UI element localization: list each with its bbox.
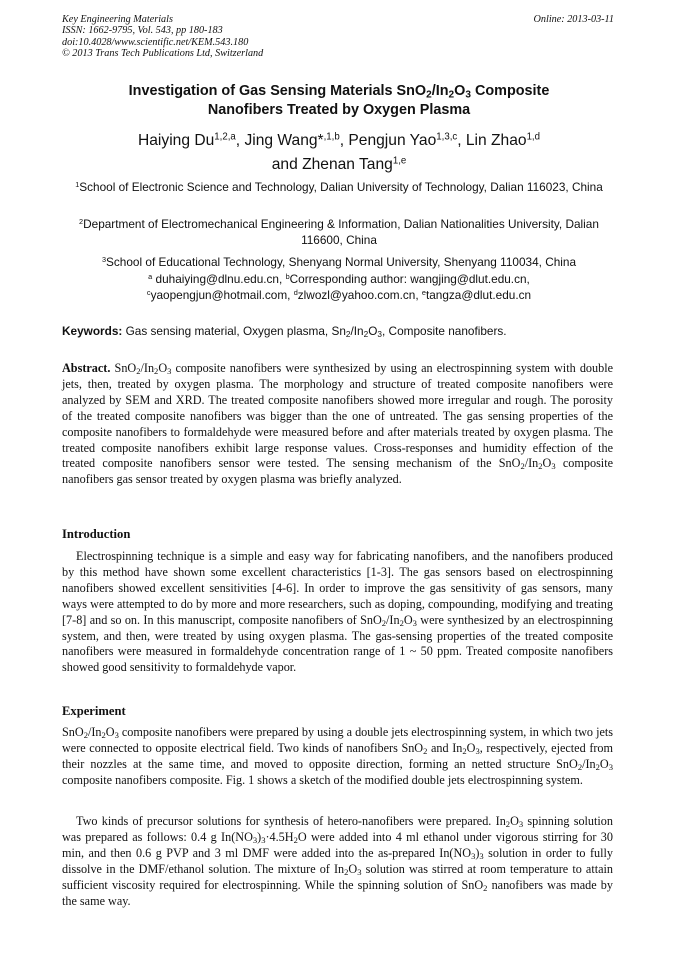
- issn-line: ISSN: 1662-9795, Vol. 543, pp 180-183: [62, 25, 223, 37]
- experiment-paragraph-1: $SnO_2/In_2O_3$ composite nanofibers were prepared by using a double jets electrospinning system, in which two jets were connected to opposite electrical field. Two kinds of nanofibers SnO$_2$ and $In_2O_3$, respectively, ejected from their nozzles at the same time, and moved to opposite direction, forming an netted structure $SnO_2/In_2O_3$ composite nanofibers composite. Fig. 1 shows a sketch of the modified double jets electrospinning system.: [62, 725, 614, 787]
- experiment-heading: Experiment: [62, 704, 126, 718]
- affiliation-2: $^2$Department of Electromechanical Engineering & Information, Dalian Nationalities University, Dalian 116600, China: [79, 216, 599, 247]
- author-name: Jing Wang*: [244, 132, 324, 149]
- title-line-2: Nanofibers Treated by Oxygen Plasma: [207, 101, 471, 118]
- author-line-2: and Zhenan Tang$^{1,e}$: [271, 155, 407, 173]
- experiment-paragraph-2: Two kinds of precursor solutions for synthesis of hetero-nanofibers were prepared. $In_2O_3$ spinning solution was prepared as follows: 0.4 g $In(NO_3)_3\cdot 4.5H_2O$ were added into 4 ml ethanol under vigorous stirring for 30 min, and then 0.6 g PVP and 3 ml DMF were added into the as-prepared $In(NO_3)_3$ solution in order to fully dissolve in the DMF/ethanol solution. The mixture of $In_2O_3$ solution was stirred at room temperature to attain sufficient viscosity required for electrospinning. While the spinning solution of SnO$_2$ nanofibers was made by the same way.: [62, 814, 613, 908]
- title-line-1: Investigation of Gas Sensing Materials $SnO_2/In_2O_3$ Composite: [128, 83, 550, 101]
- journal-name: Key Engineering Materials: [62, 14, 173, 25]
- email-line-2: $^c$yaopengjun@hotmail.com, $^d$zlwozl@yahoo.com.cn, $^e$tangza@dlut.edu.cn: [146, 287, 532, 302]
- author-name: Haiying Du: [138, 132, 215, 149]
- abstract: Abstract. $SnO_2/In_2O_3$ composite nanofibers were synthesized by using an electrospinning system with double jets, then, treated by oxygen plasma. The morphology and structure of treated composite nanofibers were analyzed by SEM and XRD. The treated composite nanofibers showed more irregular and rough. The porosity of the treated composite nanofibers was bigger than the one of untreated. The gas sensing properties of the composite nanofibers to formaldehyde were measured before and after materials treated by oxygen plasma. The treated composite nanofibers exhibit large response values. Cross-responses and humidity effection of the treated composite nanofibers sensor were tested. The sensing mechanism of the $SnO_2/In_2O_3$ composite nanofibers gas sensor treated by oxygen plasma was briefly analyzed.: [62, 361, 613, 487]
- journal-header: [62, 14, 263, 60]
- email-line-1: $^a$ duhaiying@dlnu.edu.cn, $^b$Corresponding author: wangjing@dlut.edu.cn,: [148, 271, 530, 286]
- affiliation-1: $^1$School of Electronic Science and Technology, Dalian University of Technology, Dalian 116023, China: [75, 179, 603, 194]
- paper-title: [40, 82, 638, 119]
- introduction-paragraph: Electrospinning technique is a simple and easy way for fabricating nanofibers, and the nanofibers produced by this method have shown some excellent characteristics [1-3]. The gas sensors based on electrospinning nanofibers showed excellent sensitivities [4-6]. In order to improve the gas sensitivity of gas sensors, many ways were attempted to do by more and more researchers, such as doping, compounding, modifying and treating [7-8] and so on. In this manuscript, composite nanofibers of $SnO_2/In_2O_3$ were synthesized by an electrospinning system, and then, were treated by using oxygen plasma. The gas-sensing properties of the treated composite nanofibers were measured in formaldehyde concentration range of 1 ~ 50 ppm. Treated composite nanofibers showed good sensitivity to formaldehyde vapor.: [62, 549, 613, 675]
- abstract-label: Abstract.: [62, 361, 111, 375]
- affiliation-3: $^3$School of Educational Technology, Shenyang Normal University, Shenyang 110034, China: [101, 254, 577, 269]
- author-line-1: Haiying Du$^{1,2,a}$, Jing Wang*$^{,1,b}$, Pengjun Yao$^{1,3,c}$, Lin Zhao$^{1,d}$: [138, 131, 540, 149]
- author-name: and Zhenan Tang: [271, 156, 393, 173]
- keywords-label: Keywords:: [62, 324, 123, 338]
- online-date: Online: 2013-03-11: [533, 14, 614, 25]
- author-list: [40, 129, 638, 177]
- keywords: Keywords: Gas sensing material, Oxygen plasma, $Sn_2/In_2O_3$, Composite nanofibers.: [62, 324, 507, 340]
- doi-line: doi:10.4028/www.scientific.net/KEM.543.180: [62, 36, 249, 48]
- introduction-heading: Introduction: [62, 527, 131, 541]
- author-name: Lin Zhao: [465, 132, 527, 149]
- email-block: [62, 272, 616, 304]
- copyright-line: © 2013 Trans Tech Publications Ltd, Switzerland: [62, 48, 264, 60]
- author-name: Pengjun Yao: [348, 132, 437, 149]
